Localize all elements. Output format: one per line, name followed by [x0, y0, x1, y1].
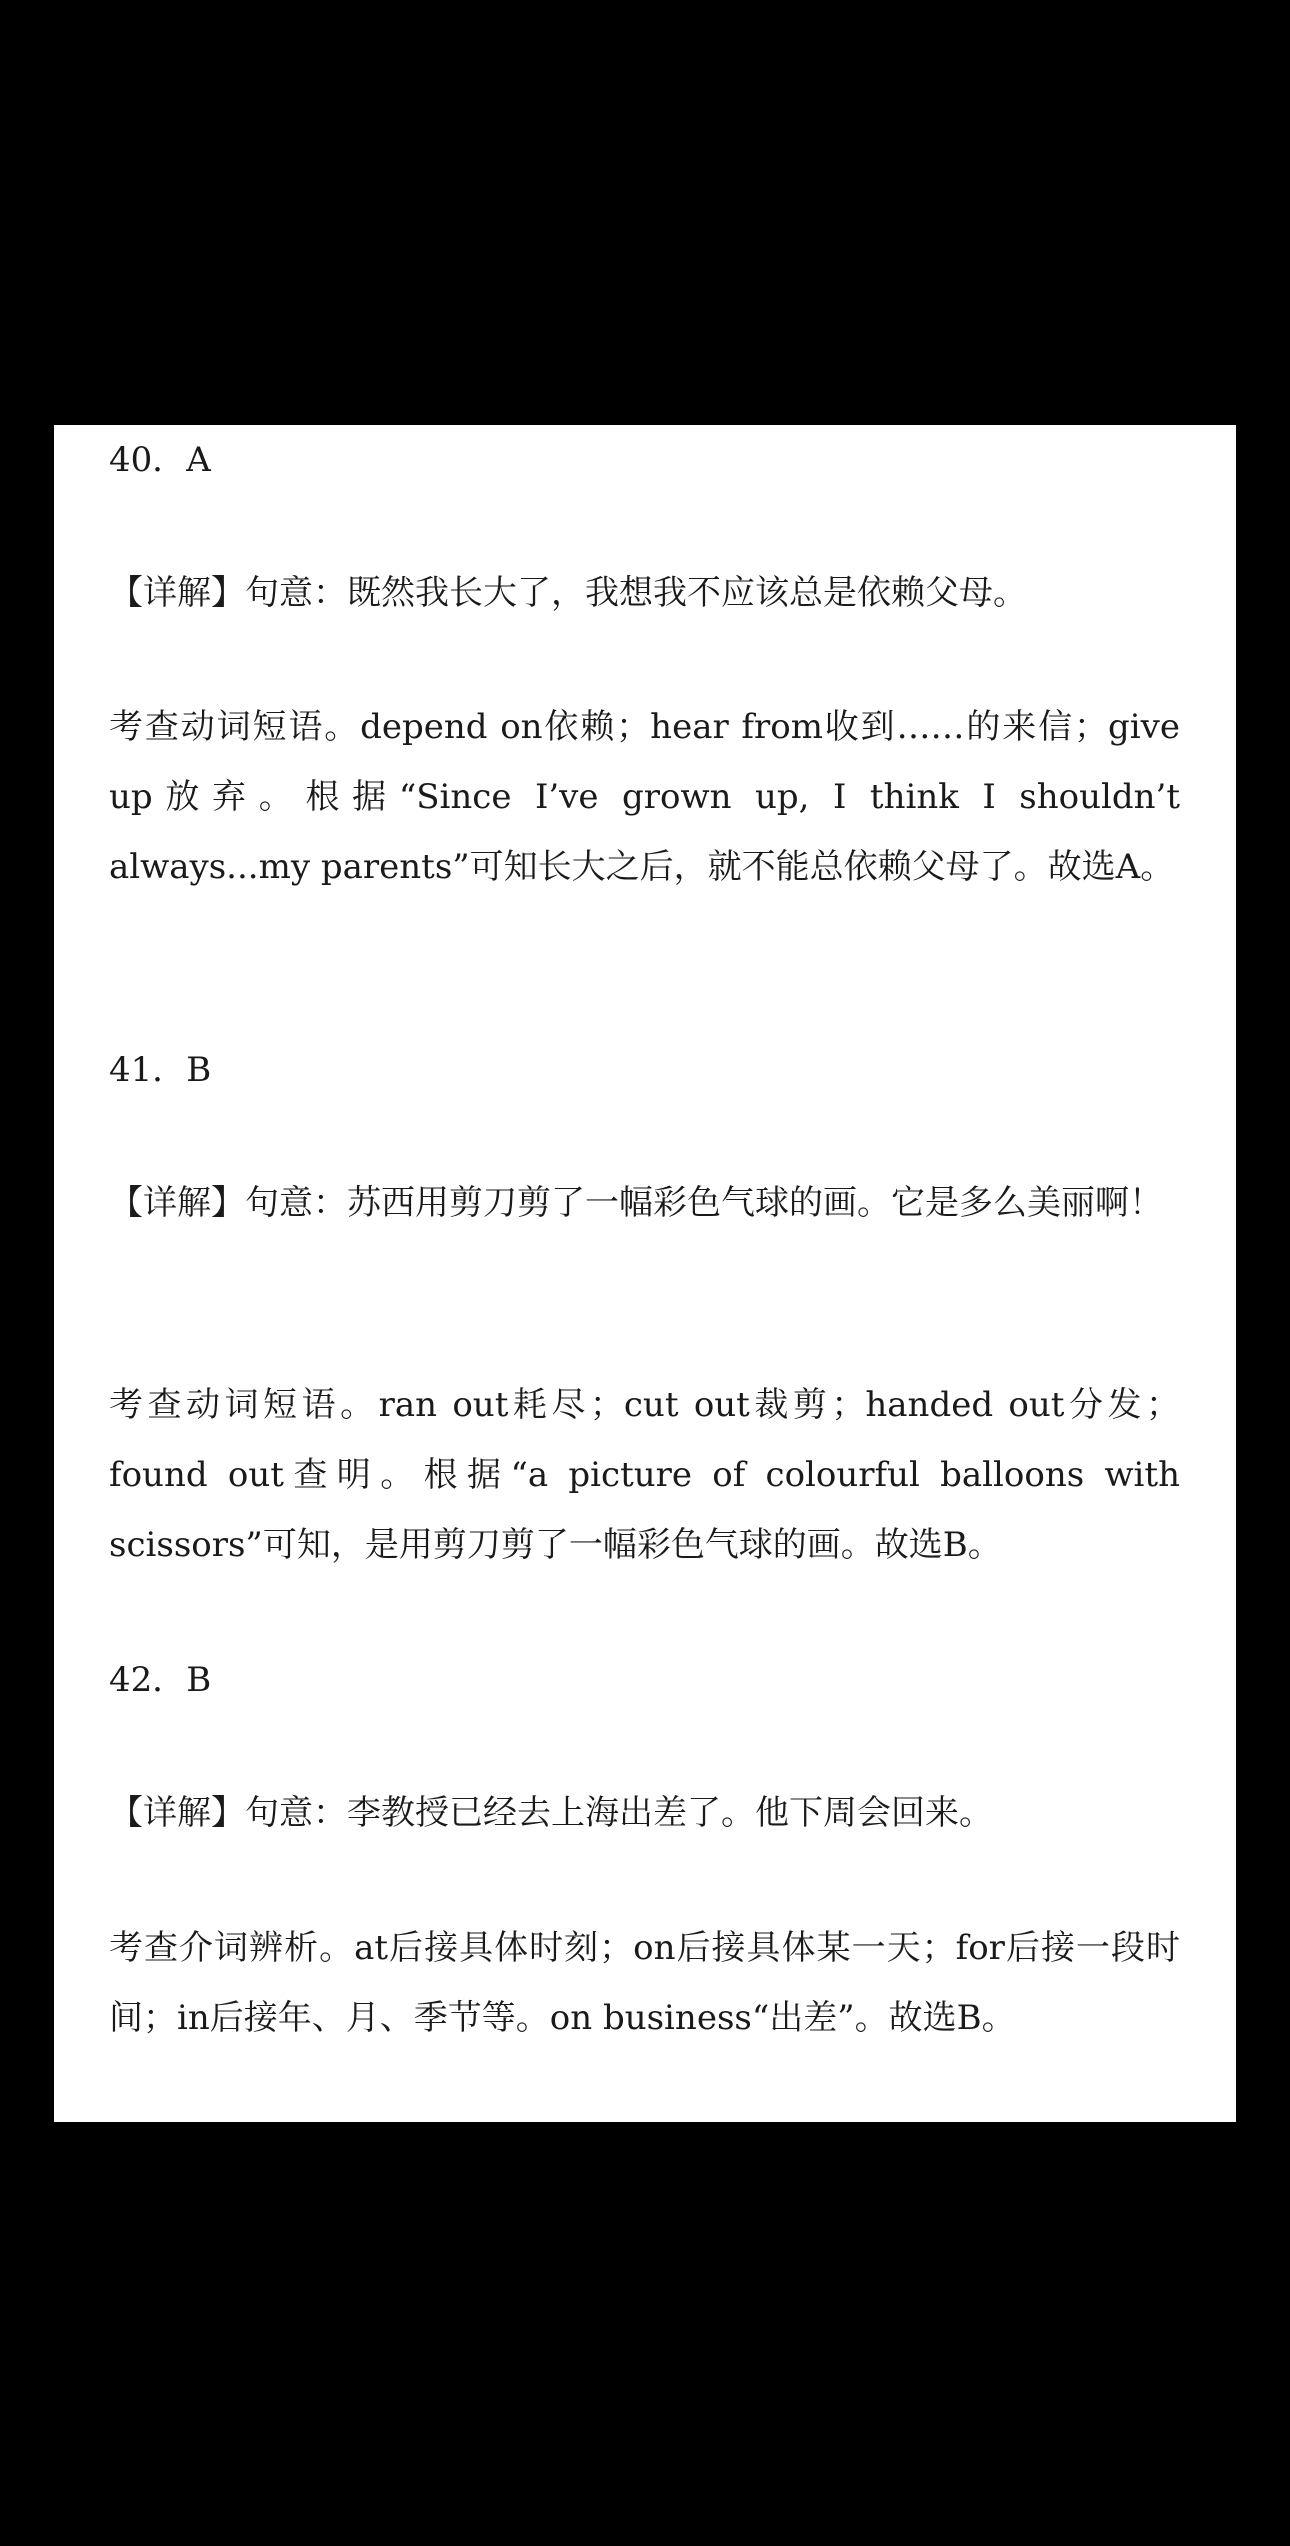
- answer-40: 40．A: [109, 440, 211, 480]
- explanation-40: 【详解】句意：既然我长大了，我想我不应该总是依赖父母。: [109, 573, 1027, 613]
- explanation-41: 【详解】句意：苏西用剪刀剪了一幅彩色气球的画。它是多么美丽啊！: [109, 1183, 1163, 1223]
- answer-42: 42．B: [109, 1660, 212, 1700]
- document-page: [54, 425, 1236, 2122]
- explanation-42: 【详解】句意：李教授已经去上海出差了。他下周会回来。: [109, 1793, 993, 1833]
- analysis-40: 考查动词短语。depend on依赖；hear from收到……的来信；give up放弃。根据“Since I’ve grown up, I think I shouldn’t always...my parents”可知长大之后，就不能总依赖父母了。故选A。: [109, 707, 1180, 887]
- analysis-41: 考查动词短语。ran out耗尽；cut out裁剪；handed out分发；found out查明。根据“a picture of colourful balloons with scissors”可知，是用剪刀剪了一幅彩色气球的画。故选B。: [109, 1385, 1180, 1565]
- analysis-42: 考查介词辨析。at后接具体时刻；on后接具体某一天；for后接一段时间；in后接年、月、季节等。on business“出差”。故选B。: [109, 1928, 1180, 2038]
- answer-41: 41．B: [109, 1050, 212, 1090]
